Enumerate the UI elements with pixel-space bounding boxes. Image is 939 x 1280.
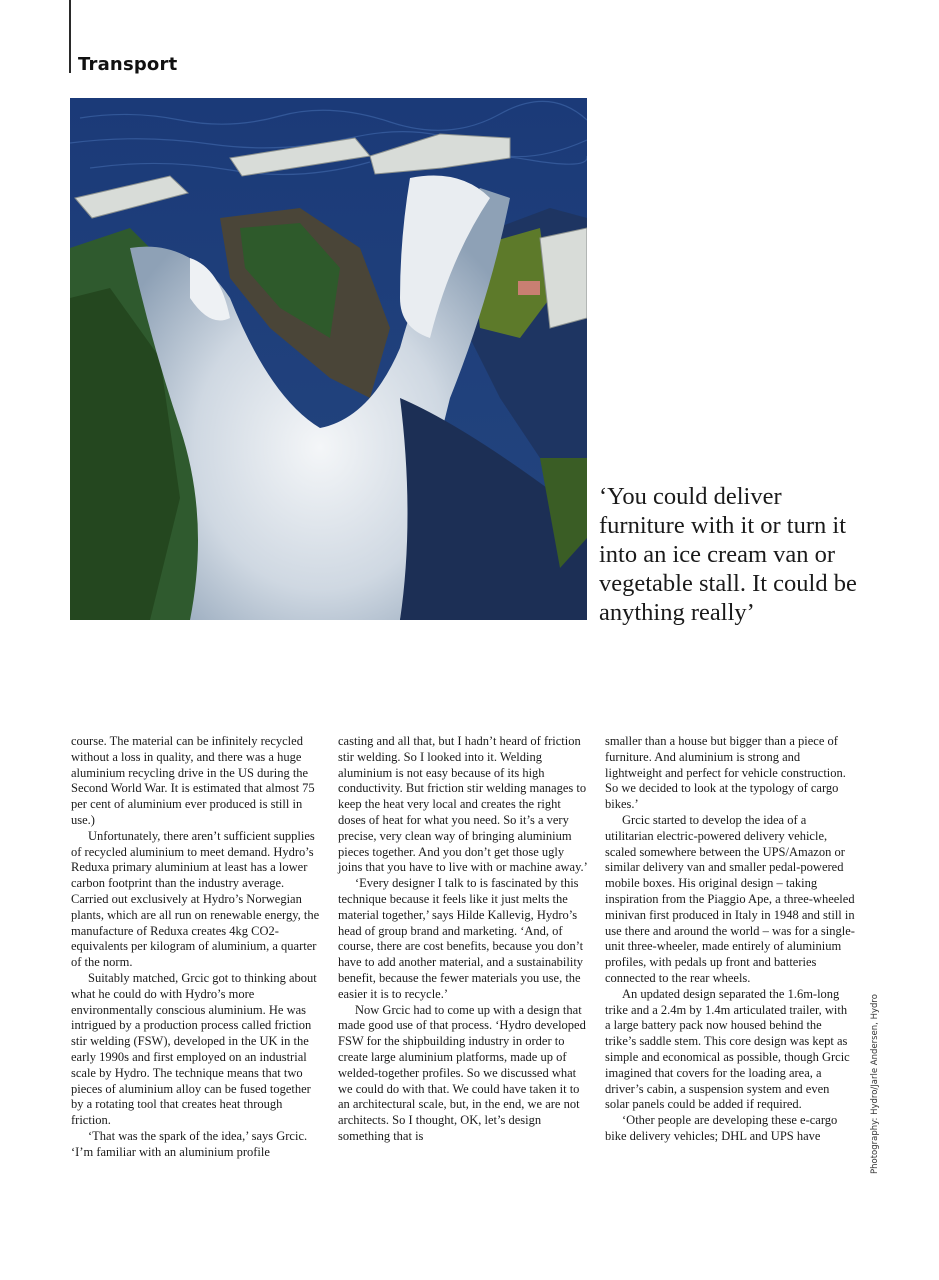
paragraph: ‘Other people are developing these e-cargo bike delivery vehicles; DHL and UPS have xyxy=(605,1113,838,1143)
body-column-3 xyxy=(605,734,855,1145)
body-column-1 xyxy=(71,734,321,1161)
header-rule xyxy=(69,0,71,73)
section-label: Transport xyxy=(78,54,178,75)
paragraph: ‘That was the spark of the idea,’ says Grcic. ‘I’m familiar with an aluminium profile xyxy=(71,1128,308,1159)
paragraph: Now Grcic had to come up with a design that made good use of that process. ‘Hydro developed FSW for the shipbuilding industry in order to create large aluminium platforms, made up of welded-together profiles. So we discussed what we could do with that. We could have taken it to an architectural scale, but, in the end, we are not architects. So I thought, OK, let’s design something that is xyxy=(338,1002,586,1143)
paragraph: smaller than a house but bigger than a piece of furniture. And aluminium is strong and lightweight and perfect for vehicle construction. So we decided to look at the typology of cargo bikes.’ xyxy=(605,734,846,812)
paragraph: Grcic started to develop the idea of a utilitarian electric-powered delivery vehicle, scaled somewhere between the UPS/Amazon or similar delivery van and smaller pedal-powered mobile boxes. His original design – taking inspiration from the Piaggio Ape, a three-wheeled minivan first produced in Italy in 1948 and still in use there and around the world – was for a single-unit three-wheeler, made entirely of aluminium profiles, with pedals up front and batteries connected to the rear wheels. xyxy=(605,812,855,985)
paragraph: casting and all that, but I hadn’t heard of friction stir welding. So I looked into it. Welding aluminium is not easy because of its high conductivity. But friction stir welding manages to keep the heat very local and creates the right doses of heat for what you need. So it’s a very precise, very clean way of bringing aluminium pieces together. And you don’t get those ugly joins that you have to live with or machine away.’ xyxy=(338,734,588,875)
paragraph: course. The material can be infinitely recycled without a loss in quality, and there was a huge aluminium recycling drive in the US during the Second World War. It is estimated that almost 75 per cent of aluminium ever produced is still in use.) xyxy=(71,734,315,827)
aerial-dam-photo xyxy=(70,98,587,620)
pull-quote: ‘You could deliver furniture with it or turn it into an ice cream van or vegetable stall. It could be anything really’ xyxy=(599,483,857,626)
body-column-2 xyxy=(338,734,588,1145)
photo-credit: Photography: Hydro/Jarle Andersen, Hydro xyxy=(870,994,880,1174)
paragraph: An updated design separated the 1.6m-long trike and a 2.4m by 1.4m articulated trailer, with a large battery pack now housed behind the trike’s saddle stem. This core design was kept as simple and economical as possible, though Grcic imagined that covers for the loading area, a driver’s cabin, a suspension system and even solar panels could be added if required. xyxy=(605,986,850,1112)
paragraph: Suitably matched, Grcic got to thinking about what he could do with Hydro’s more environmentally conscious aluminium. He was intrigued by a production process called friction stir welding (FSW), developed in the UK in the early 1990s and first employed on an industrial scale by Hydro. The technique means that two pieces of aluminium alloy can be fused together by a rotating tool that creates heat through friction. xyxy=(71,970,317,1128)
paragraph: Unfortunately, there aren’t sufficient supplies of recycled aluminium to meet demand. Hydro’s Reduxa primary aluminium at least has a lower carbon footprint than the industry average. Carried out exclusively at Hydro’s Norwegian plants, which are all run on renewable energy, the manufacture of Reduxa creates 4kg CO2-equivalents per kilogram of aluminium, a quarter of the norm. xyxy=(71,828,320,970)
paragraph: ‘Every designer I talk to is fascinated by this technique because it feels like it just melts the material together,’ says Hilde Kallevig, Hydro’s head of group brand and marketing. ‘And, of course, there are cost benefits, because you don’t have to add another material, and a sustainability benefit, because the fewer materials you use, the easier it is to recycle.’ xyxy=(338,876,584,1001)
